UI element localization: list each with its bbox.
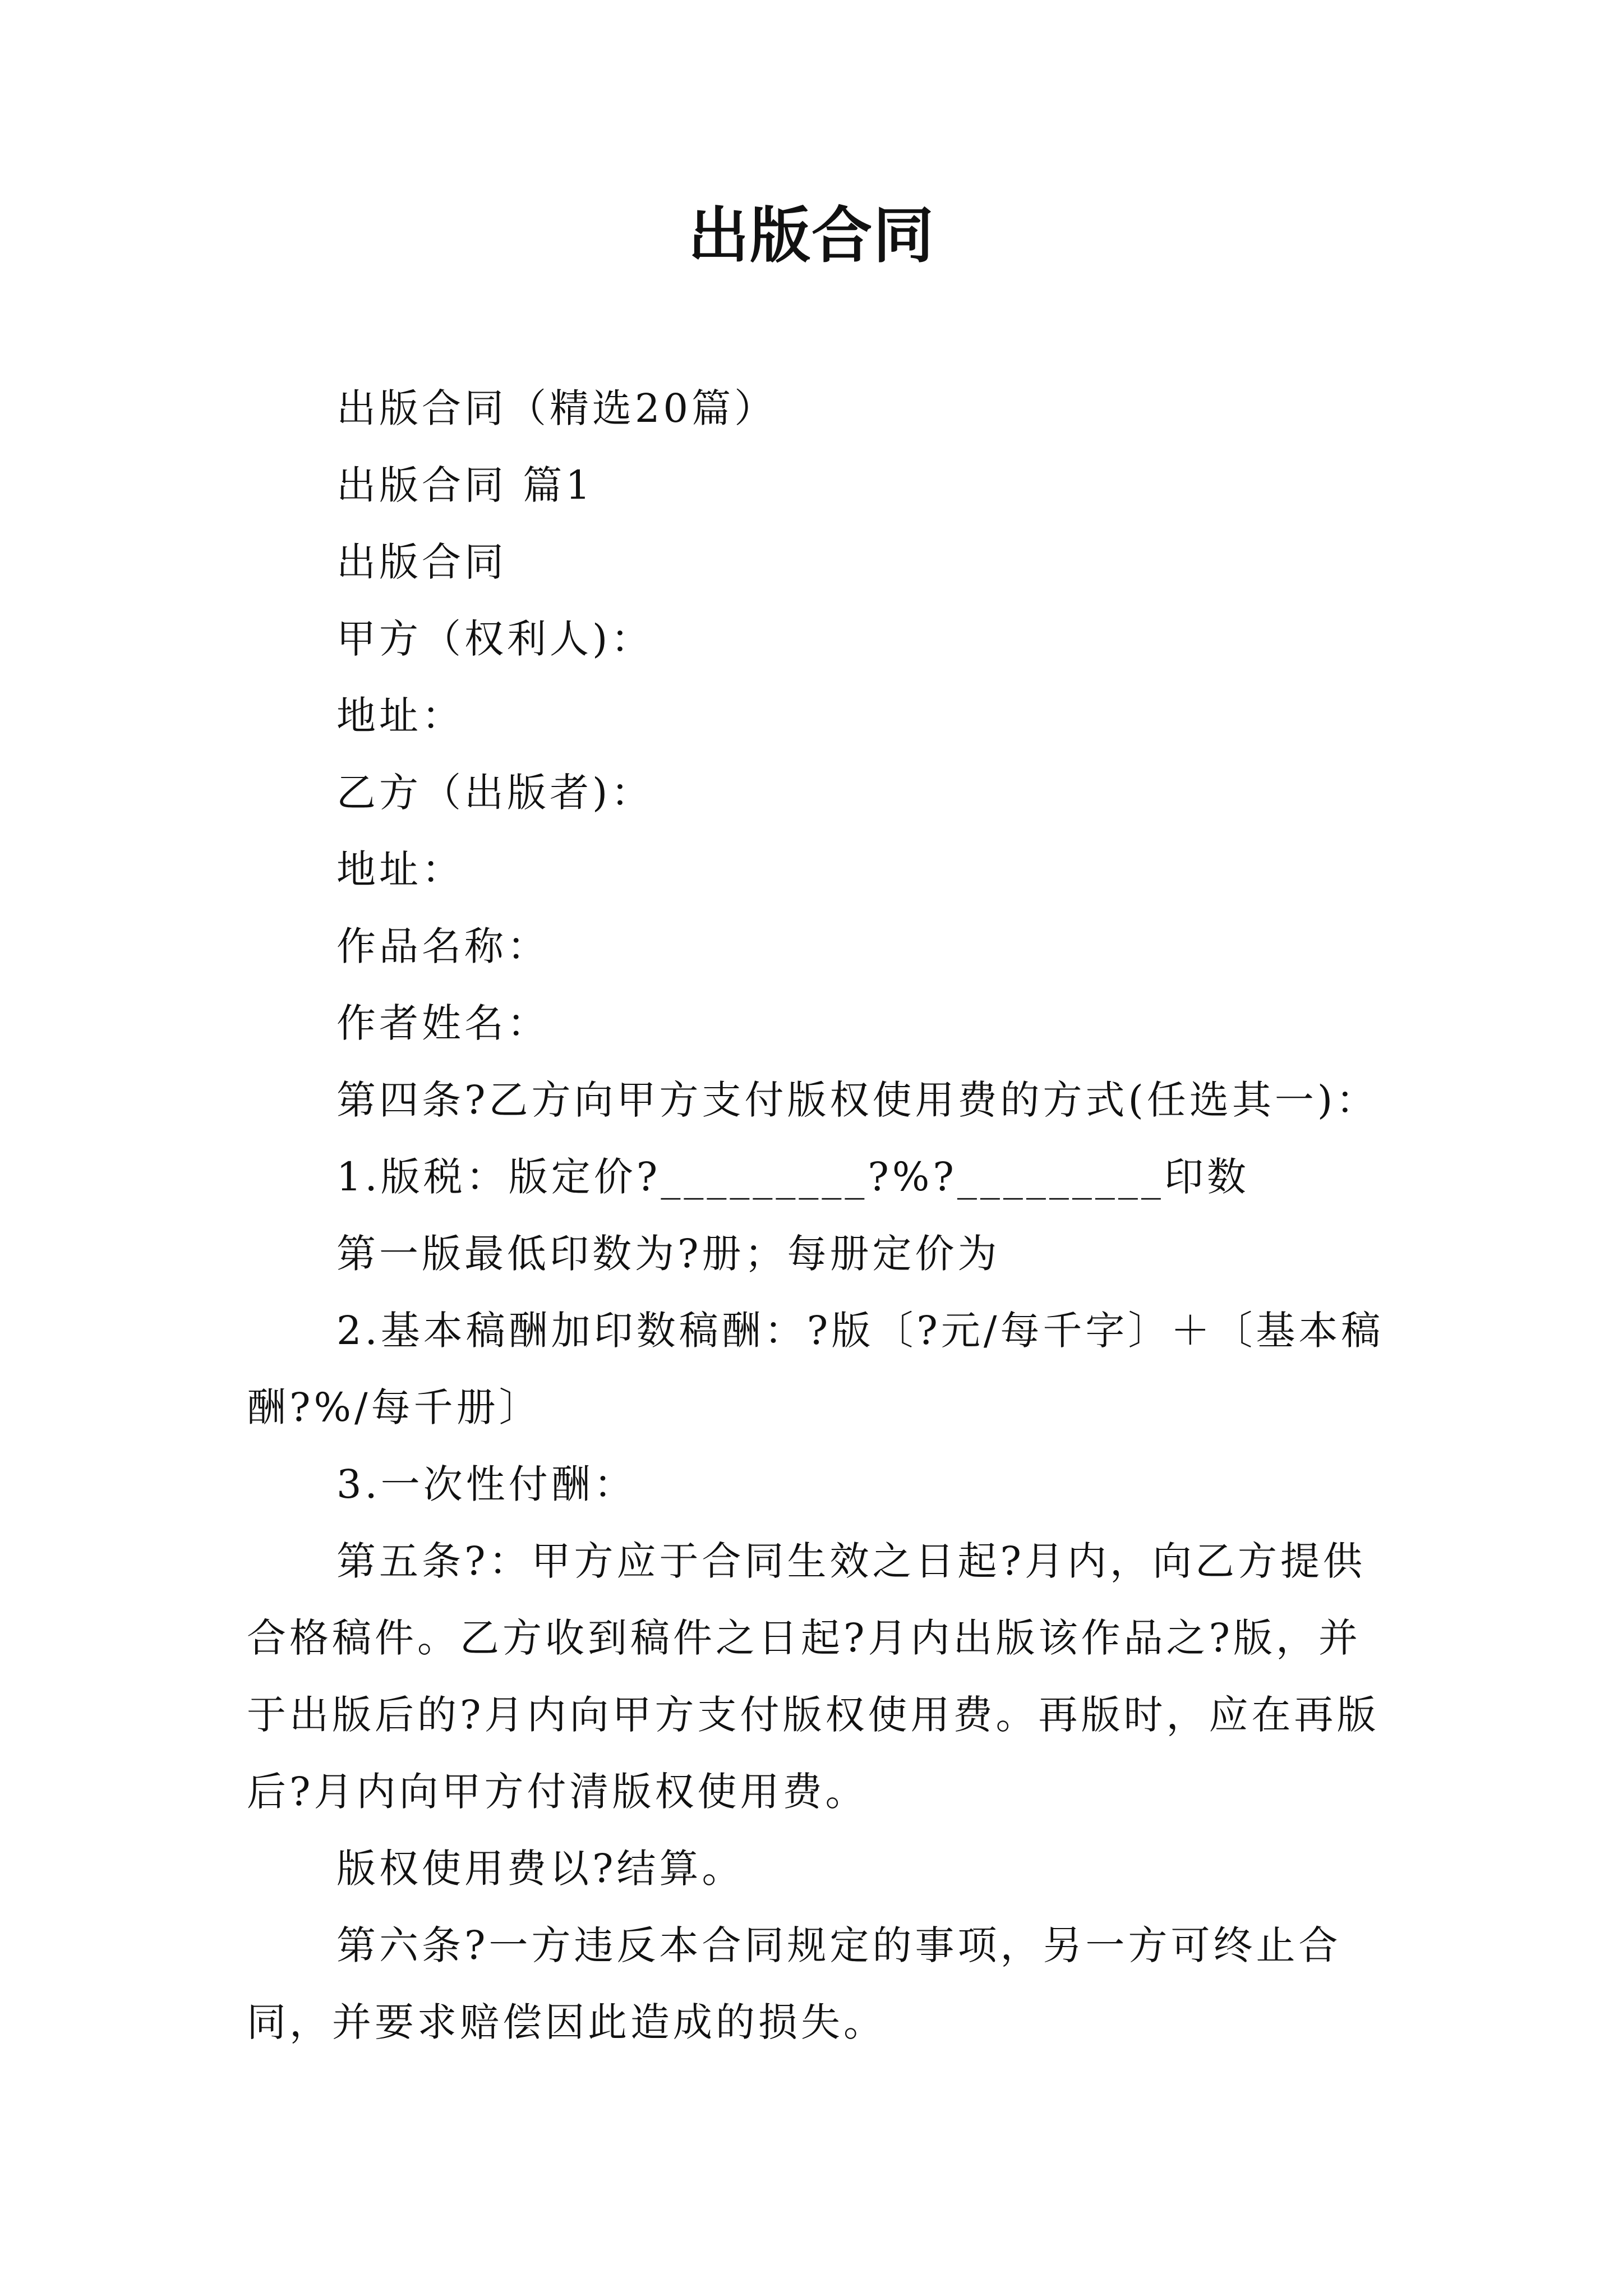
paragraph-article-six: 第六条?一方违反本合同规定的事项，另一方可终止合同，并要求赔偿因此造成的损失。 xyxy=(247,1922,1341,2045)
paragraph-collection-title: 出版合同（精选20篇） xyxy=(336,385,777,431)
paragraph-party-b: 乙方（出版者)： xyxy=(336,770,654,816)
paragraph-section-heading: 出版合同 篇1 xyxy=(336,462,594,508)
paragraph-first-edition: 第一版最低印数为?册；每册定价为 xyxy=(336,1231,1000,1277)
paragraph-settlement: 版权使用费以?结算。 xyxy=(336,1846,745,1892)
paragraph-article-four: 第四条?乙方向甲方支付版权使用费的方式(任选其一)： xyxy=(336,1077,1379,1123)
paragraph-basic-fee-option: 2.基本稿酬加印数稿酬：?版〔?元/每千字〕＋〔基本稿酬?%/每千册〕 xyxy=(247,1308,1384,1430)
paragraph-article-five: 第五条?：甲方应于合同生效之日起?月内，向乙方提供合格稿件。乙方收到稿件之日起?月内出版该作品之?版，并于出版后的?月内向甲方支付版权使用费。再版时，应在再版后?月内向甲方付清版权使用费。 xyxy=(247,1538,1380,1815)
paragraph-party-b-address: 地址： xyxy=(336,846,464,892)
paragraph-work-title: 作品名称： xyxy=(336,923,550,969)
document-body xyxy=(247,370,1391,2061)
paragraph-contract-name: 出版合同 xyxy=(336,539,507,585)
paragraph-party-a-address: 地址： xyxy=(336,693,464,739)
paragraph-party-a: 甲方（权利人)： xyxy=(336,616,654,662)
paragraph-lump-sum-option: 3.一次性付酬： xyxy=(336,1461,637,1507)
document-title: 出版合同 xyxy=(688,200,935,271)
paragraph-author-name: 作者姓名： xyxy=(336,1000,550,1046)
paragraph-royalty-option: 1.版税：版定价?_________?%?_________印数 xyxy=(336,1154,1249,1200)
